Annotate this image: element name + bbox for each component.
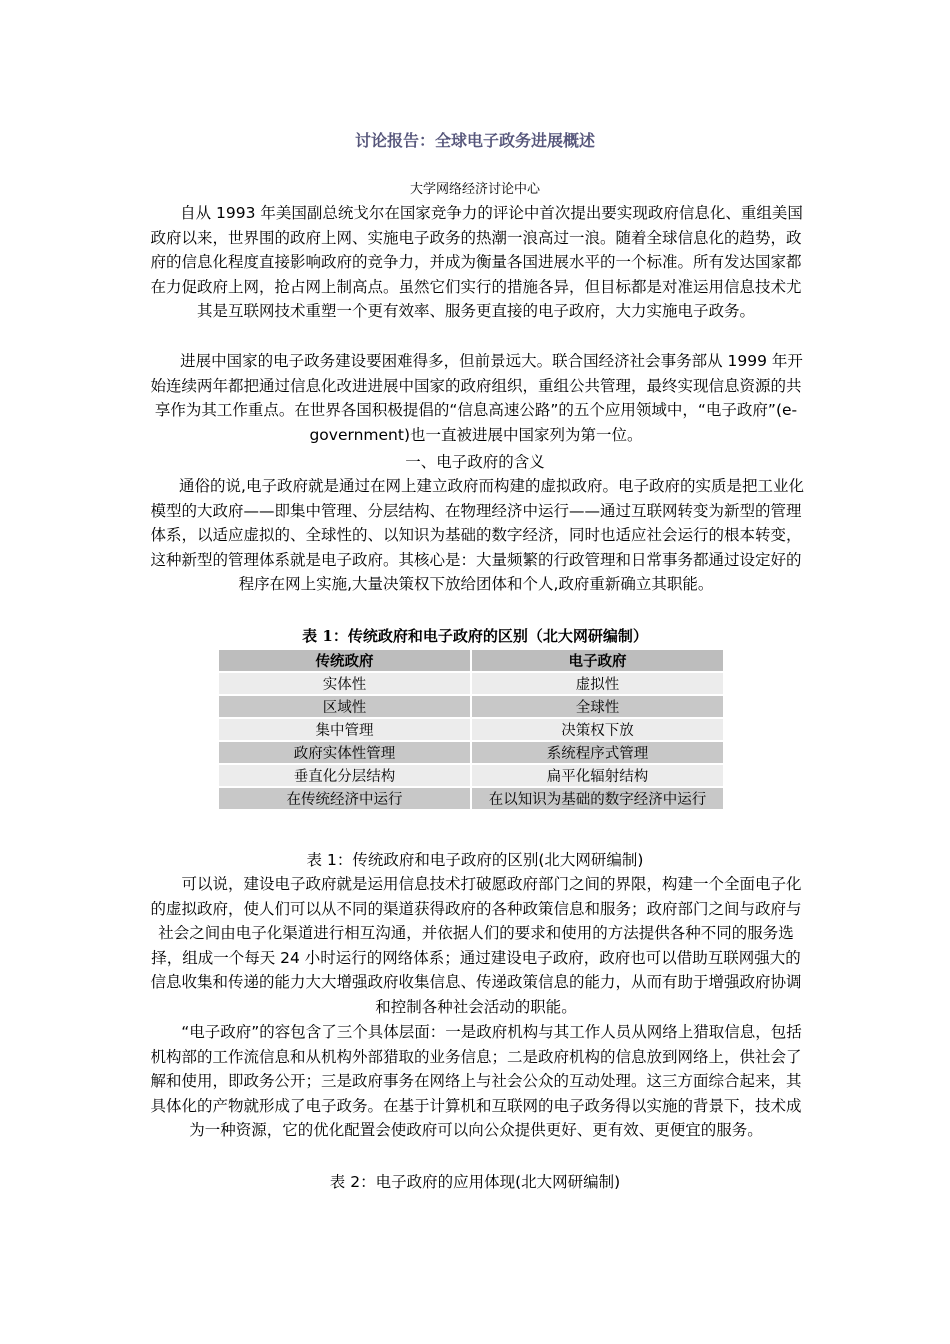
comparison-table [217,648,725,811]
section-heading-1: 一、电子政府的含义 [405,453,545,471]
table-row [219,719,723,740]
table-row [219,765,723,786]
table-cell: 在传统经济中运行 [219,788,470,809]
paragraph-intro: 自从 1993 年美国副总统戈尔在国家竞争力的评论中首次提出要实现政府信息化、重组美国政府以来，世界围的政府上网、实施电子政务的热潮一浪高过一浪。随着全球信息化的趋势，政府的信息化程度直接影响政府的竞争力，并成为衡量各国进展水平的一个标准。所有发达国家都在力促政府上网，抢占网上制高点。虽然它们实行的措施各异，但目标都是对准运用信息技术尤其是互联网技术重塑一个更有效率、服务更直接的电子政府，大力实施电子政务。 [149,204,803,320]
table-row [219,673,723,694]
document-author: 大学网络经济讨论中心 [409,182,540,197]
paragraph-building: 可以说，建设电子政府就是运用信息技术打破愿政府部门之间的界限，构建一个全面电子化的虚拟政府，使人们可以从不同的渠道获得政府的各种政策信息和服务；政府部门之间与政府与社会之间由电子化渠道进行相互沟通，并依据人们的要求和使用的方法提供各种不同的服务选择，组成一个每天 24 小时运行的网络体系；通过建设电子政府，政府也可以借助互联网强大的信息收集和传递的能力大大增强政府收集信息、传递政策信息的能力，从而有助于增强政府协调和控制各种社会活动的职能。 [150,875,802,1016]
table-cell: 实体性 [219,673,470,694]
table-cell: 区域性 [219,696,470,717]
table-cell: 全球性 [472,696,723,717]
table-cell: 系统程序式管理 [472,742,723,763]
table-cell: 决策权下放 [472,719,723,740]
paragraph-developing: 进展中国家的电子政务建设要困难得多，但前景远大。联合国经济社会事务部从 1999 年开始连续两年都把通过信息化改进进展中国家的政府组织，重组公共管理，最终实现信息资源的共享作为其工作重点。在世界各国积极提倡的“信息高速公路”的五个应用领域中，“电子政府”(e-government)也一直被进展中国家列为第一位。 [149,352,803,444]
table1-caption: 表 1：传统政府和电子政府的区别(北大网研编制) [306,851,644,869]
paragraph-definition: 通俗的说,电子政府就是通过在网上建立政府而构建的虚拟政府。电子政府的实质是把工业化模型的大政府——即集中管理、分层结构、在物理经济中运行——通过互联网转变为新型的管理体系，以适应虚拟的、全球性的、以知识为基础的数字经济，同时也适应社会运行的根本转变，这种新型的管理体系就是电子政府。其核心是：大量频繁的行政管理和日常事务都通过设定好的程序在网上实施,大量决策权下放给团体和个人,政府重新确立其职能。 [148,477,804,593]
table-cell: 虚拟性 [472,673,723,694]
document-title: 讨论报告：全球电子政务进展概述 [354,131,595,150]
table-cell: 集中管理 [219,719,470,740]
table-row [219,788,723,809]
table-header-row [219,650,723,671]
table-cell: 扁平化辐射结构 [472,765,723,786]
table-row [219,696,723,717]
table-row [219,742,723,763]
paragraph-layers: “电子政府”的容包含了三个具体层面：一是政府机构与其工作人员从网络上猎取信息，包括机构部的工作流信息和从机构外部猎取的业务信息；二是政府机构的信息放到网络上，供社会了解和使用，即政务公开；三是政府事务在网络上与社会公众的互动处理。这三方面综合起来，其具体化的产物就形成了电子政务。在基于计算机和互联网的电子政务得以实施的背景下，技术成为一种资源，它的优化配置会使政府可以向公众提供更好、更有效、更便宜的服务。 [150,1023,802,1139]
table2-caption: 表 2：电子政府的应用体现(北大网研编制) [329,1173,621,1191]
table-cell: 在以知识为基础的数字经济中运行 [472,788,723,809]
table1-title: 表 1：传统政府和电子政府的区别（北大网研编制） [302,627,648,645]
table-cell: 垂直化分层结构 [219,765,470,786]
table-cell: 政府实体性管理 [219,742,470,763]
table-header-cell: 传统政府 [219,650,470,671]
table-header-cell: 电子政府 [472,650,723,671]
